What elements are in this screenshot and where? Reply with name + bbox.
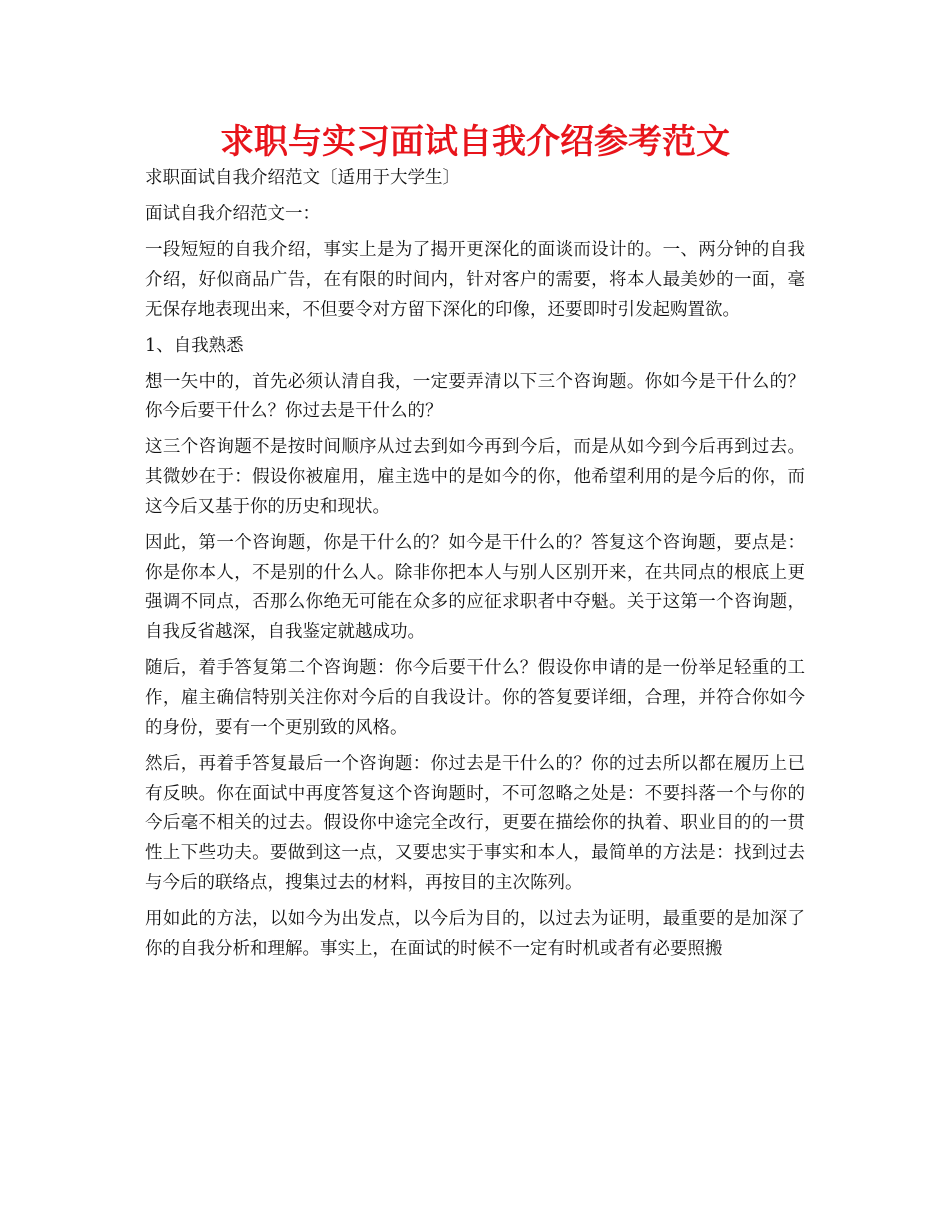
paragraph-sample-heading: 面试自我介绍范文一：: [145, 203, 320, 224]
section-heading: 1、自我熟悉: [145, 335, 244, 356]
document-body: [145, 164, 805, 971]
paragraph: 然后，再着手答复最后一个咨询题：你过去是干什么的？你的过去所以都在履历上已有反映。你在面试中再度答复这个咨询题时，不可忽略之处是：不要抖落一个与你的今后毫不相关的过去。假设你中途完全改行，更要在描绘你的执着、职业目的的一贯性上下些功夫。要做到这一点，又要忠实于事实和本人，最简单的方法是：找到过去与今后的联络点，搜集过去的材料，再按目的主次陈列。: [145, 753, 805, 894]
document-title: 求职与实习面试自我介绍参考范文: [220, 122, 730, 162]
paragraph: 用如此的方法，以如今为出发点，以今后为目的，以过去为证明，最重要的是加深了你的自我分析和理解。事实上，在面试的时候不一定有时机或者有必要照搬: [145, 909, 805, 959]
paragraph: 一段短短的自我介绍，事实上是为了揭开更深化的面谈而设计的。一、两分钟的自我介绍，好似商品广告，在有限的时间内，针对客户的需要，将本人最美妙的一面，毫无保存地表现出来，不但要令对方留下深化的印像，还要即时引发起购置欲。: [145, 239, 805, 320]
paragraph: 随后，着手答复第二个咨询题：你今后要干什么？假设你申请的是一份举足轻重的工作，雇主确信特别关注你对今后的自我设计。你的答复要详细，合理，并符合你如今的身份，要有一个更别致的风格。: [145, 658, 805, 738]
paragraph: 想一矢中的，首先必须认清自我，一定要弄清以下三个咨询题。你如今是干什么的？你今后要干什么？你过去是干什么的？: [145, 371, 805, 422]
paragraph-subtitle: 求职面试自我介绍范文〔适用于大学生〕: [145, 168, 460, 188]
paragraph: 这三个咨询题不是按时间顺序从过去到如今再到今后，而是从如今到今后再到过去。其微妙在于：假设你被雇用，雇主选中的是如今的你，他希望利用的是今后的你，而这今后又基于你的历史和现状。: [145, 437, 805, 517]
paragraph: 因此，第一个咨询题，你是干什么的？如今是干什么的？答复这个咨询题，要点是：你是你本人，不是别的什么人。除非你把本人与别人区别开来，在共同点的根底上更强调不同点，否那么你绝无可能在众多的应征求职者中夺魁。关于这第一个咨询题，自我反省越深，自我鉴定就越成功。: [145, 532, 805, 643]
